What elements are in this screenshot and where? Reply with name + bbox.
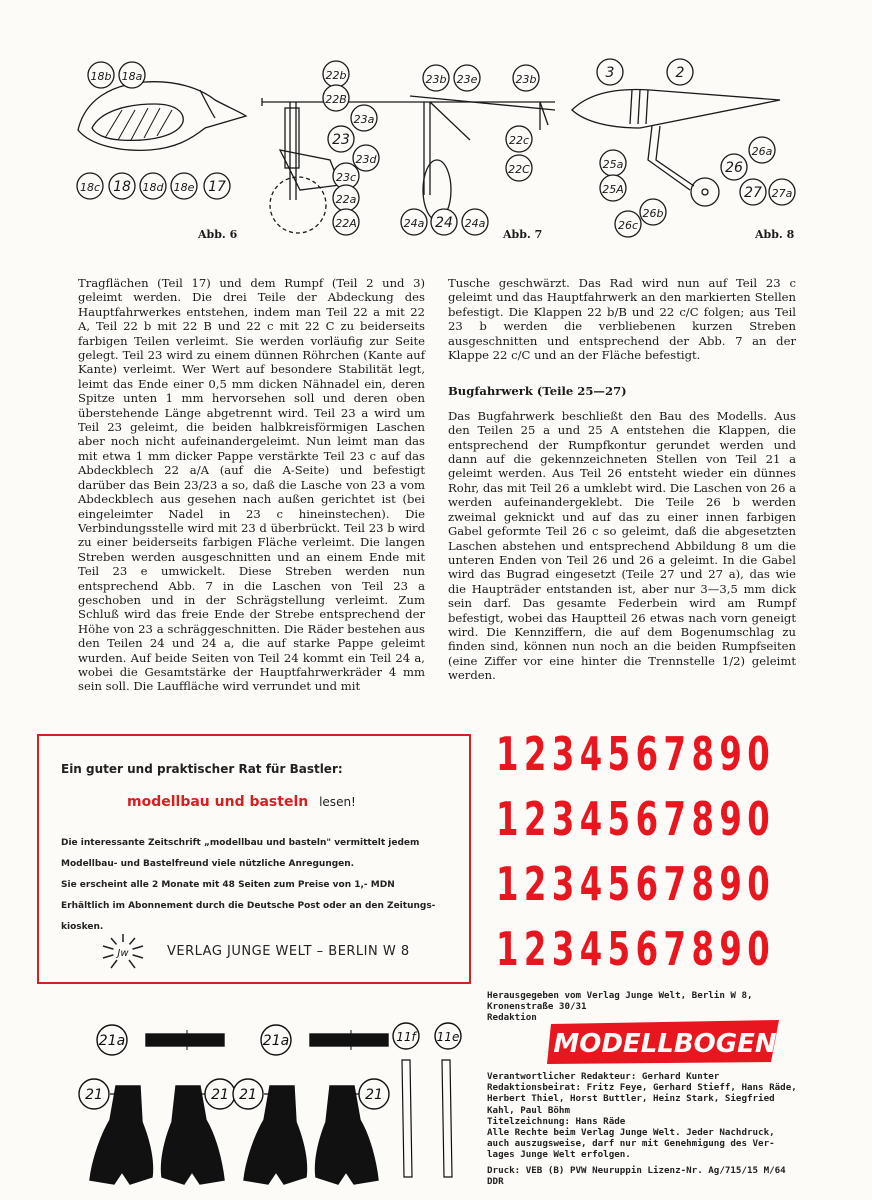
digit-row: 1234567890: [496, 922, 776, 976]
imprint-line: lages Junge Welt erfolgen.: [487, 1149, 631, 1161]
figure-label: 23e: [456, 73, 478, 86]
figure-label: 25A: [602, 183, 624, 196]
abb7-caption: Abb. 7: [503, 228, 543, 241]
part-label: 21: [211, 1087, 229, 1103]
figure-label: 17: [208, 179, 226, 195]
figure-label: 27a: [771, 187, 793, 200]
section-heading: Bugfahrwerk (Teile 25—27): [448, 384, 627, 399]
part-label: 11f: [396, 1030, 416, 1044]
figure-label: 23b: [425, 73, 447, 86]
imprint-line: Redaktionsbeirat: Fritz Feye, Gerhard Stieff, Hans Räde,: [487, 1082, 797, 1094]
figure-label: 23b: [515, 73, 537, 86]
abb7-labels: [323, 61, 539, 235]
figures-strip: [0, 0, 872, 250]
abb8-caption: Abb. 8: [755, 228, 795, 241]
figure-label: 22a: [335, 193, 357, 206]
figure-label: 26c: [617, 219, 639, 232]
paragraph: Tragflächen (Teil 17) und dem Rumpf (Teil 2 und 3) geleimt werden. Die drei Teile der Abdeckung des Hauptfahrwerkes entstehen, indem man Teil 22 a mit 22 A, Teil 22 b mit 22 B und 22 c mit 22 C zu beiderseits farbigen Teilen verleimt. Sie werden vorläufig zur Seite gelegt. Teil 23 wird zu einem dünnen Röhrchen (Kante auf Kante) verleimt. Wer Wert auf besondere Stabilität legt, leimt das Ende einer 0,5 mm dicken Nähnadel ein, deren Spitze unten 1 mm hervorsehen soll und deren oben überstehende Länge abgetrennt wird. Teil 23 a wird um Teil 23 geleimt, die beiden halbkreisförmigen Laschen aber noch nicht aufeinandergeleimt. Nun leimt man das mit etwa 1 mm dicker Pappe verstärkte Teil 23 c auf das Abdeckblech 22 a/A (auf die A-Seite) und befestigt darüber das Bein 23/23 a so, daß die Lasche von 23 a vom Abdeckblech aus gesehen nach außen gerichtet ist (bei eingeleimter Nadel in 23 c hineinstechen). Die Verbindungsstelle wird mit 23 d überbrückt. Teil 23 b wird zu einer beiderseits farbigen Fläche verleimt. Die langen Streben werden ausgeschnitten und an einem Ende mit Teil 23 e umwickelt. Diese Streben werden nun entsprechend Abb. 7 in die Laschen von Teil 23 a geschoben und in der Schrägstellung verleimt. Zum Schluß wird das freie Ende der Strebe entsprechend der Höhe von 23 a schräggeschnitten. Die Räder bestehen aus den Teilen 24 und 24 a, die auf starke Pappe geleimt wurden. Auf beide Seiten von Teil 24 kommt ein Teil 24 a, wobei die Gesamtstärke der Hauptfahrwerkräder 4 mm sein soll. Die Lauffläche wird verrundet und mit: [78, 276, 425, 694]
advert-line: Modellbau- und Bastelfreund viele nützliche Anregungen.: [61, 859, 355, 869]
advert-line: Sie erscheint alle 2 Monate mit 48 Seiten zum Preise von 1,- MDN: [61, 880, 395, 890]
figure-label: 18d: [142, 181, 164, 194]
imprint-line: Titelzeichnung: Hans Räde: [487, 1115, 626, 1127]
figure-label: 18c: [79, 181, 101, 194]
imprint-line: Alle Rechte beim Verlag Junge Welt. Jeder Nachdruck,: [487, 1127, 775, 1139]
part-label: 21a: [262, 1033, 290, 1049]
figure-label: 18e: [173, 181, 195, 194]
text-column-right: [448, 276, 796, 696]
figure-label: 18: [113, 179, 131, 195]
figure-label: 23: [332, 132, 350, 148]
figure-label: 23d: [355, 153, 377, 166]
figure-label: 3: [605, 65, 615, 81]
figure-label: 24a: [464, 217, 486, 230]
modellbogen-logo: [545, 1018, 785, 1066]
figure-label: 23c: [335, 171, 357, 184]
figure-label: 26a: [751, 145, 773, 158]
imprint-line: Druck: VEB (B) PVW Neuruppin Lizenz-Nr. Ag/715/15 M/64 DDR: [487, 1164, 786, 1187]
imprint-line: Herausgegeben vom Verlag Junge Welt, Berlin W 8,: [487, 990, 753, 1001]
figure-label: 23a: [353, 113, 375, 126]
advert-headline: Ein guter und praktischer Rat für Bastler:: [61, 762, 343, 776]
imprint-block: [487, 1071, 807, 1187]
cutout-parts: [70, 1012, 475, 1197]
figure-label: 22b: [325, 69, 347, 82]
figure-label: 22C: [508, 163, 530, 176]
figure-label: 24a: [403, 217, 425, 230]
figure-label: 24: [435, 215, 453, 231]
part-label: 21: [239, 1087, 257, 1103]
figure-label: 25a: [602, 158, 624, 171]
part-label: 21a: [98, 1033, 126, 1049]
part-21a-left: [146, 1034, 186, 1046]
part-label: 11e: [436, 1030, 460, 1044]
figure-label: 22A: [335, 217, 357, 230]
figure-label: 18a: [121, 70, 143, 83]
advert-publisher: VERLAG JUNGE WELT – BERLIN W 8: [167, 944, 410, 959]
paragraph: Tusche geschwärzt. Das Rad wird nun auf Teil 23 c geleimt und das Hauptfahrwerk an den markierten Stellen befestigt. Die Klappen 22 b/B und 22 c/C folgen; aus Teil 23 b werden die verbliebenen kurzen Streben ausgeschnitten und entsprechend der Abb. 7 an der Klappe 22 c/C und an der Fläche befestigt.: [448, 276, 796, 363]
svg-text:MODELLBOGEN: MODELLBOGEN: [553, 1029, 777, 1059]
figure-label: 22c: [508, 134, 530, 147]
imprint-line: Kahl, Paul Böhm: [487, 1104, 570, 1116]
abb6-drawing: [78, 82, 246, 151]
figure-label: 26b: [642, 207, 664, 220]
part-21a-right: [310, 1034, 350, 1046]
junge-welt-logo: [99, 932, 147, 972]
abb8-labels: [597, 59, 795, 237]
abb6-caption: Abb. 6: [198, 228, 238, 241]
digit-row: 1234567890: [496, 727, 776, 781]
text-column-left: [78, 276, 425, 696]
advert-box: [37, 734, 471, 984]
imprint-line: Verantwortlicher Redakteur: Gerhard Kunter: [487, 1071, 720, 1082]
abb6-labels: [77, 62, 230, 199]
advert-line: kiosken.: [61, 922, 104, 932]
paragraph: Das Bugfahrwerk beschließt den Bau des Modells. Aus den Teilen 25 a und 25 A entstehen die Klappen, die entsprechend der Rumpfkontur gerundet werden und dann auf die gekennzeichneten Stellen von Teil 21 a geleimt werden. Aus Teil 26 entsteht wieder ein dünnes Rohr, das mit Teil 26 a umklebt wird. Die Laschen von 26 a werden aufeinandergeklebt. Die Teile 26 b werden zweimal geknickt und auf das zu einer innen farbigen Gabel geformte Teil 26 c so geleimt, daß die abgesetzten Laschen abstehen und entsprechend Abbildung 8 um die unteren Enden von Teil 26 und 26 a geleimt. In die Gabel wird das Bugrad eingesetzt (Teile 27 und 27 a), das wie die Haupträder entstanden ist, aber nur 3—3,5 mm dick sein darf. Das gesamte Federbein wird am Rumpf befestigt, wobei das Hauptteil 26 etwas nach vorn geneigt wird. Die Kennziffern, die auf dem Bogenumschlag zu finden sind, können nun noch an die beiden Rumpfseiten (eine Ziffer vor eine hinter die Trennstelle 1/2) geleimt werden.: [448, 408, 796, 683]
figure-label: 18b: [90, 70, 112, 83]
imprint-line: Redaktion: [487, 1012, 537, 1023]
advert-line: Die interessante Zeitschrift „modellbau und basteln" vermittelt jedem: [61, 838, 420, 848]
svg-text:Jw: Jw: [117, 948, 129, 959]
digit-row: 1234567890: [496, 792, 776, 846]
figure-label: 27: [744, 185, 762, 201]
advert-line: Erhältlich im Abonnement durch die Deutsche Post oder an den Zeitungs-: [61, 901, 436, 911]
part-label: 21: [365, 1087, 383, 1103]
imprint-line: Herbert Thiel, Horst Buttler, Heinz Stark, Siegfried: [487, 1093, 775, 1105]
part-label: 21: [85, 1087, 103, 1103]
figure-label: 26: [725, 160, 743, 176]
figure-label: 2: [675, 65, 685, 81]
digit-row: 1234567890: [496, 857, 776, 911]
imprint-line: auch auszugsweise, darf nur mit Genehmigung des Ver-: [487, 1138, 775, 1150]
imprint-line: Kronenstraße 30/31: [487, 1001, 587, 1012]
advert-magazine-title: modellbau und basteln lesen!: [127, 794, 356, 810]
figure-label: 22B: [325, 93, 347, 106]
